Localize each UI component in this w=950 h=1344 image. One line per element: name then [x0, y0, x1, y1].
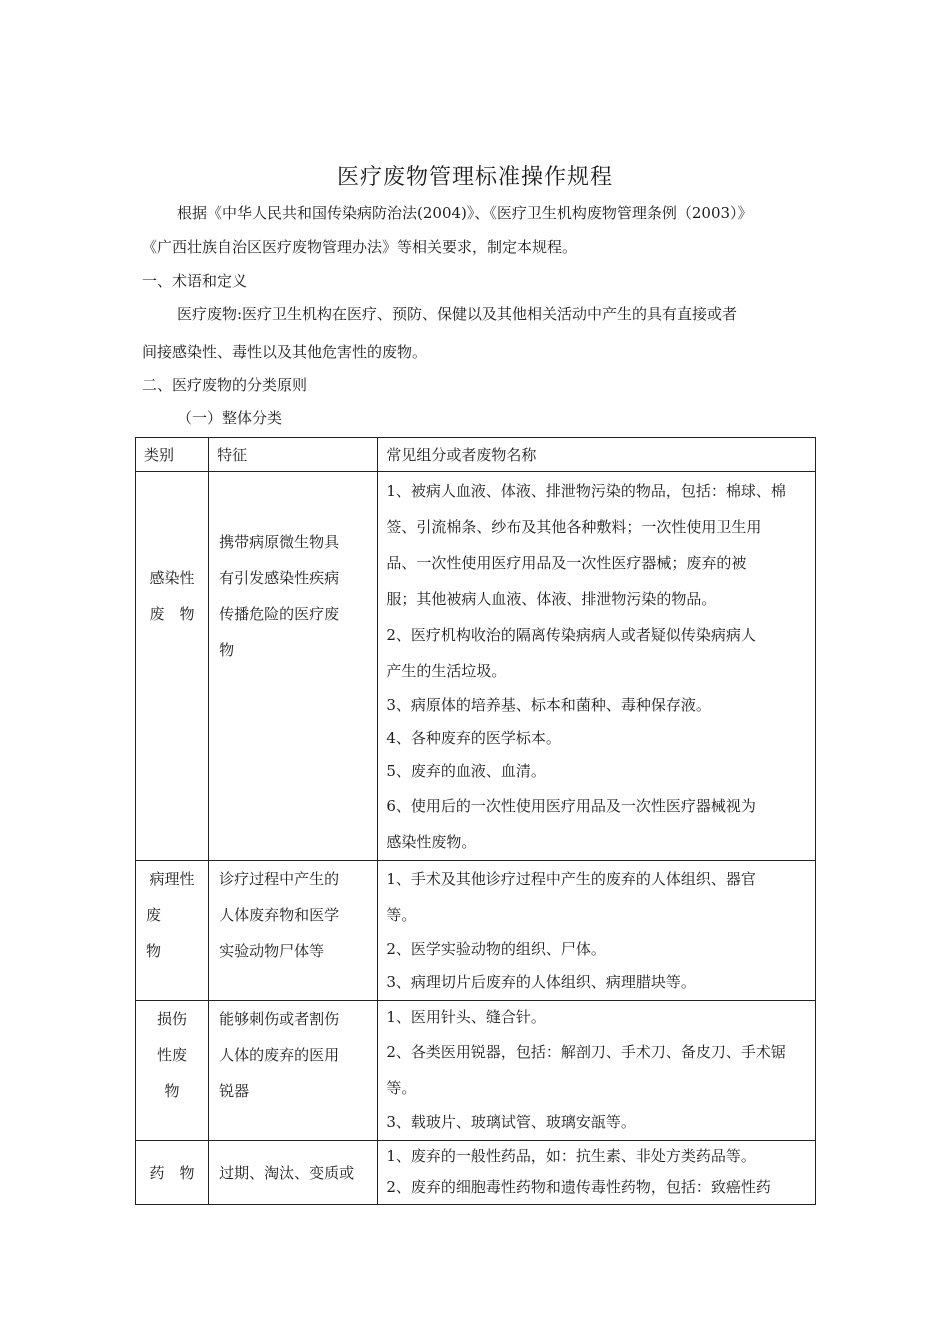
feature-text: 物	[219, 641, 235, 659]
feature-text: 人体的废弃的医用	[219, 1046, 340, 1064]
feature-text: 携带病原微生物具	[219, 533, 340, 551]
items-cell	[378, 1141, 816, 1205]
items-cell	[378, 861, 816, 1001]
feature-text: 过期、淘汰、变质或	[219, 1163, 355, 1182]
feature-text: 能够刺伤或者割伤	[219, 1010, 340, 1028]
feature-cell	[209, 861, 378, 1001]
items-cell	[378, 472, 816, 861]
item-text: 品、一次性使用医疗用品及一次性医疗器械；废弃的被	[386, 554, 747, 572]
item-text: 1、医用针头、缝合针。	[386, 1008, 546, 1026]
item-text: 5、废弃的血液、血清。	[386, 762, 546, 780]
feature-cell	[209, 472, 378, 861]
waste-classification-table	[135, 437, 816, 1205]
item-text: 2、医学实验动物的组织、尸体。	[386, 940, 606, 958]
category-text: 感染性	[149, 569, 195, 587]
feature-text: 有引发感染性疾病	[219, 569, 340, 587]
category-text: 药 物	[149, 1163, 195, 1182]
section-heading-terms: 一、术语和定义	[142, 272, 248, 290]
item-text: 1、手术及其他诊疗过程中产生的废弃的人体组织、器官	[386, 870, 756, 888]
intro-line-2: 《广西壮族自治区医疗废物管理办法》等相关要求，制定本规程。	[142, 238, 578, 256]
category-text: 病理性	[149, 870, 195, 888]
table-row	[136, 472, 816, 861]
header-cell	[136, 438, 209, 472]
header-cell	[209, 438, 378, 472]
document-title: 医疗废物管理标准操作规程	[336, 165, 613, 190]
feature-text: 人体废弃物和医学	[219, 906, 340, 924]
item-text: 2、医疗机构收治的隔离传染病病人或者疑似传染病病人	[386, 626, 756, 644]
item-text: 服；其他被病人血液、体液、排泄物污染的物品。	[386, 590, 717, 608]
category-text: 废	[146, 906, 162, 924]
item-text: 3、载玻片、玻璃试管、玻璃安瓿等。	[386, 1113, 636, 1131]
definition-line-2: 间接感染性、毒性以及其他危害性的废物。	[142, 343, 428, 361]
header-cell	[378, 438, 816, 472]
category-text: 损伤	[157, 1010, 188, 1028]
feature-text: 诊疗过程中产生的	[219, 870, 340, 888]
subsection-heading-overall: （一）整体分类	[177, 409, 283, 427]
item-text: 3、病理切片后废弃的人体组织、病理腊块等。	[386, 973, 696, 991]
category-cell	[136, 472, 209, 861]
feature-text: 实验动物尸体等	[219, 942, 325, 960]
item-text: 等。	[386, 1079, 417, 1097]
header-items: 常见组分或者废物名称	[386, 446, 537, 464]
category-text: 物	[146, 942, 162, 960]
header-feature: 特征	[217, 446, 248, 464]
header-category: 类别	[144, 446, 175, 464]
item-text: 2、废弃的细胞毒性药物和遗传毒性药物，包括：致癌性药	[386, 1178, 771, 1196]
item-text: 3、病原体的培养基、标本和菌种、毒种保存液。	[386, 696, 711, 714]
feature-cell	[209, 1141, 378, 1205]
category-cell	[136, 1001, 209, 1141]
item-text: 产生的生活垃圾。	[386, 662, 507, 680]
item-text: 1、被病人血液、体液、排泄物污染的物品，包括：棉球、棉	[386, 482, 786, 500]
item-text: 4、各种废弃的医学标本。	[386, 729, 561, 747]
table-row	[136, 861, 816, 1001]
definition-line-1: 医疗废物:医疗卫生机构在医疗、预防、保健以及其他相关活动中产生的具有直接或者	[177, 305, 738, 323]
category-text: 性废	[157, 1046, 188, 1064]
category-text: 废 物	[149, 605, 195, 623]
category-text: 物	[164, 1082, 180, 1100]
item-text: 2、各类医用锐器，包括：解剖刀、手术刀、备皮刀、手术锯	[386, 1043, 786, 1061]
item-text: 感染性废物。	[386, 833, 477, 851]
table-row	[136, 1141, 816, 1205]
item-text: 等。	[386, 906, 417, 924]
item-text: 6、使用后的一次性使用医疗用品及一次性医疗器械视为	[386, 797, 756, 815]
table-header-row	[136, 438, 816, 472]
item-text: 1、废弃的一般性药品，如：抗生素、非处方类药品等。	[386, 1147, 756, 1165]
item-text: 签、引流棉条、纱布及其他各种敷料；一次性使用卫生用	[386, 518, 762, 536]
feature-text: 传播危险的医疗废	[219, 605, 340, 623]
intro-line-1: 根据《中华人民共和国传染病防治法(2004)》、《医疗卫生机构废物管理条例（2003）》	[177, 204, 753, 222]
feature-cell	[209, 1001, 378, 1141]
items-cell	[378, 1001, 816, 1141]
table-row	[136, 1001, 816, 1141]
category-cell	[136, 861, 209, 1001]
feature-text: 锐器	[219, 1082, 250, 1100]
section-heading-classification: 二、医疗废物的分类原则	[142, 376, 308, 394]
category-cell	[136, 1141, 209, 1205]
